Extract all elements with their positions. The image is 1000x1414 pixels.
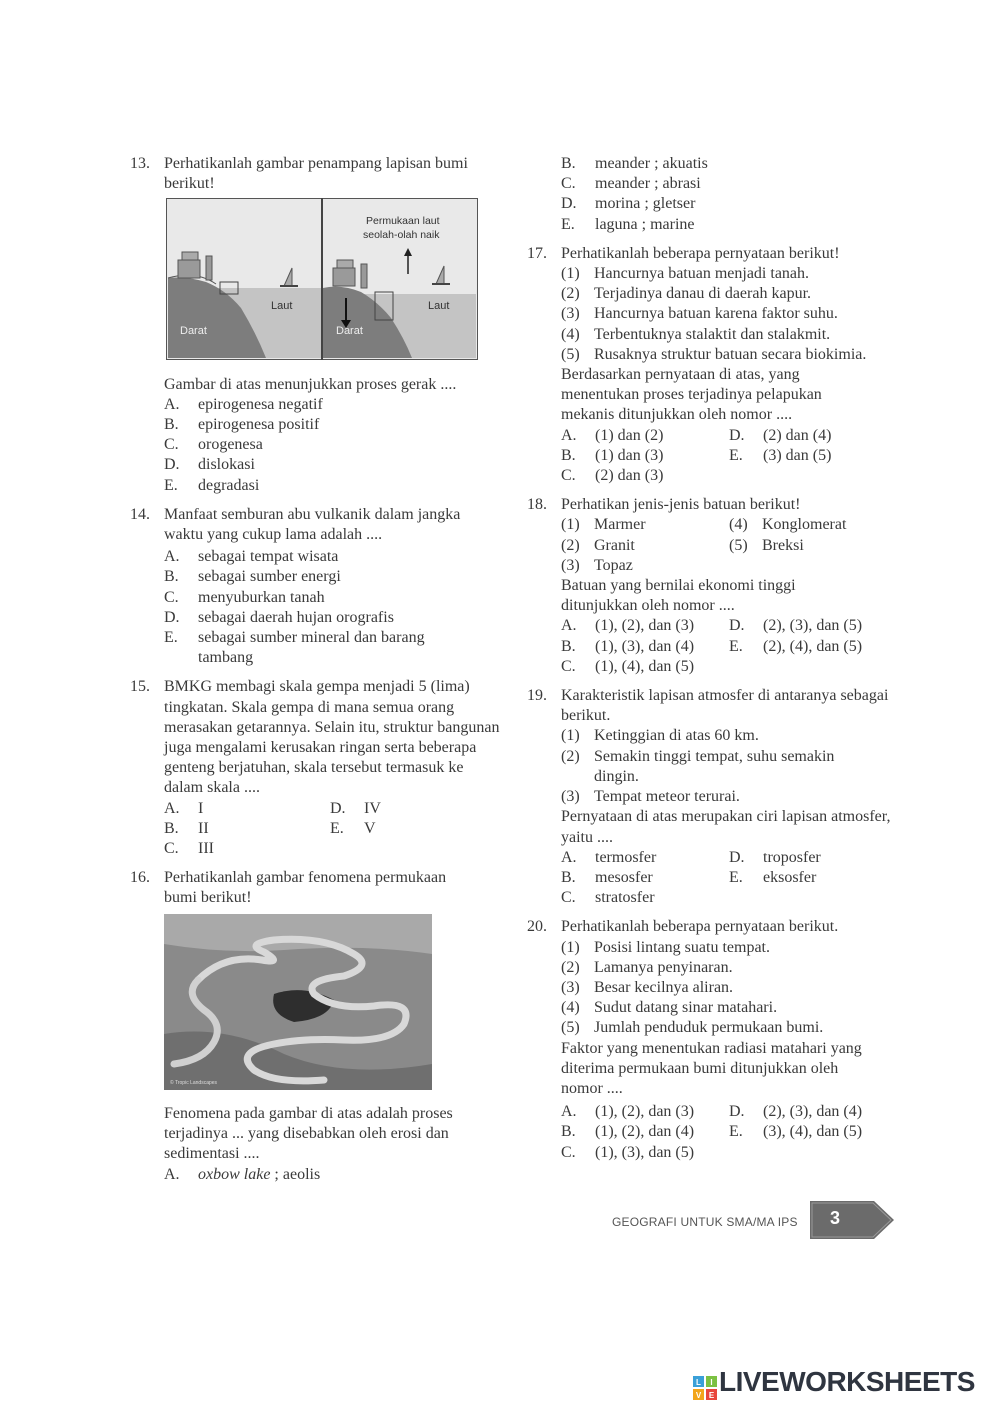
option-a[interactable]: A. oxbow lake ; aeolis xyxy=(164,1165,321,1183)
statement: (1) Ketinggian di atas 60 km. xyxy=(561,727,759,745)
option-c[interactable]: C. stratosfer xyxy=(561,889,655,907)
option-e[interactable]: E. (3) dan (5) xyxy=(729,446,832,464)
option-a[interactable]: A. I xyxy=(164,799,204,817)
option-d[interactable]: D. IV xyxy=(330,799,381,817)
statement: (5) Rusaknya struktur batuan secara biokimia. xyxy=(561,345,867,363)
option-a[interactable]: A. (1) dan (2) xyxy=(561,426,664,444)
option-d[interactable]: D. (2), (3), dan (4) xyxy=(729,1103,863,1121)
option-c[interactable]: C. (2) dan (3) xyxy=(561,467,664,485)
option-b[interactable]: B. (1), (3), dan (4) xyxy=(561,637,695,655)
option-b[interactable]: B. sebagai sumber energi xyxy=(164,568,341,586)
statement: (4) Terbentuknya stalaktit dan stalakmit. xyxy=(561,325,831,343)
option-c[interactable]: C. meander ; abrasi xyxy=(561,175,701,193)
svg-text:I: I xyxy=(710,1378,713,1387)
statement: (1) Hancurnya batuan menjadi tanah. xyxy=(561,265,810,283)
svg-text:L: L xyxy=(696,1378,701,1387)
option-b[interactable]: B. epirogenesa positif xyxy=(164,416,320,434)
statement: (2) Lamanya penyinaran. xyxy=(561,958,733,976)
question-text: Perhatikanlah gambar penampang lapisan bumi berikut! xyxy=(164,155,468,193)
right-column xyxy=(527,154,897,1172)
question-14 xyxy=(130,505,500,669)
question-number: 15. xyxy=(130,678,150,696)
question-16 xyxy=(130,868,500,1184)
option-a[interactable]: A. (1), (2), dan (3) xyxy=(561,1103,695,1121)
question-prompt: Gambar di atas menunjukkan proses gerak .... xyxy=(164,375,457,393)
option-a[interactable]: A. (1), (2), dan (3) xyxy=(561,617,695,635)
sea-label-right: Laut xyxy=(428,300,450,313)
option-b[interactable]: B. II xyxy=(164,819,209,837)
question-number: 19. xyxy=(527,687,547,705)
question-13 xyxy=(130,154,500,496)
question-16-continued xyxy=(527,154,897,235)
option-b[interactable]: B. mesosfer xyxy=(561,868,653,886)
book-title: GEOGRAFI UNTUK SMA/MA IPS xyxy=(612,1215,798,1229)
question-text: Perhatikanlah beberapa pernyataan berikut. xyxy=(561,918,839,936)
question-20 xyxy=(527,917,897,1162)
question-15 xyxy=(130,677,500,859)
option-d[interactable]: D. sebagai daerah hujan orografis xyxy=(164,608,394,626)
option-a[interactable]: A. sebagai tempat wisata xyxy=(164,548,339,566)
question-prompt: Berdasarkan pernyataan di atas, yang menentukan proses terjadinya pelapukan mekanis ditunjukkan oleh nomor .... xyxy=(561,366,822,424)
option-e[interactable]: E. laguna ; marine xyxy=(561,215,695,233)
option-a[interactable]: A. epirogenesa negatif xyxy=(164,395,323,413)
option-c[interactable]: C. (1), (3), dan (5) xyxy=(561,1143,695,1161)
option-c[interactable]: C. (1), (4), dan (5) xyxy=(561,657,695,675)
option-d[interactable]: D. (2), (3), dan (5) xyxy=(729,617,863,635)
option-e[interactable]: E. (2), (4), dan (5) xyxy=(729,637,863,655)
question-number: 20. xyxy=(527,918,547,936)
sea-rise-label-1: Permukaan laut xyxy=(366,215,440,228)
question-prompt: Batuan yang bernilai ekonomi tinggi ditunjukkan oleh nomor .... xyxy=(561,577,796,615)
land-label-right: Darat xyxy=(336,325,363,338)
question-text: Perhatikanlah gambar fenomena permukaan bumi berikut! xyxy=(164,869,447,907)
question-number: 18. xyxy=(527,496,547,514)
question-text: Perhatikan jenis-jenis batuan berikut! xyxy=(561,496,801,514)
option-c[interactable]: C. orogenesa xyxy=(164,436,263,454)
option-e[interactable]: E. sebagai sumber mineral dan barang tambang xyxy=(164,629,425,667)
option-b[interactable]: B. (1) dan (3) xyxy=(561,446,664,464)
question-text: Perhatikanlah beberapa pernyataan berikut! xyxy=(561,244,840,262)
land-label-left: Darat xyxy=(180,325,207,338)
question-text: Manfaat semburan abu vulkanik dalam jangka waktu yang cukup lama adalah .... xyxy=(164,505,461,544)
question-19 xyxy=(527,686,897,908)
option-e[interactable]: E. degradasi xyxy=(164,476,260,494)
question-18 xyxy=(527,495,897,677)
option-b[interactable]: B. (1), (2), dan (4) xyxy=(561,1123,695,1141)
statement: (2) Terjadinya danau di daerah kapur. xyxy=(561,285,812,303)
question-prompt: Faktor yang menentukan radiasi matahari yang diterima permukaan bumi ditunjukkan oleh nomor .... xyxy=(561,1039,862,1097)
question-prompt: Pernyataan di atas merupakan ciri lapisan atmosfer, yaitu .... xyxy=(561,808,891,846)
sea-rise-label-2: seolah-olah naik xyxy=(363,229,440,242)
statement: (3) Topaz xyxy=(561,556,633,574)
photo-credit: © Tropic Landscapes xyxy=(170,1079,218,1086)
question-17 xyxy=(527,244,897,486)
option-d[interactable]: D. dislokasi xyxy=(164,456,255,474)
liveworksheets-brand[interactable]: LIVEWORKSHEETS xyxy=(719,1366,975,1397)
option-d[interactable]: D. troposfer xyxy=(729,848,821,866)
page-number: 3 xyxy=(829,1208,840,1228)
statement: (3) Tempat meteor terurai. xyxy=(561,788,740,806)
statement: (5) Jumlah penduduk permukaan bumi. xyxy=(561,1019,824,1037)
statement: (4) Konglomerat xyxy=(729,516,847,534)
question-text: BMKG membagi skala gempa menjadi 5 (lima) tingkatan. Skala gempa di mana semua orang merasakan getarannya. Selain itu, struktur bangunan juga mengalami kerusakan ringan serta beberapa genteng berjatuhan, skala tersebut termasuk ke dalam skala .... xyxy=(164,678,500,797)
statement: (5) Breksi xyxy=(729,536,804,554)
option-b[interactable]: B. meander ; akuatis xyxy=(561,155,708,172)
meander-river-photo xyxy=(164,914,432,1090)
question-number: 14. xyxy=(130,505,150,523)
option-a[interactable]: A. termosfer xyxy=(561,848,657,866)
statement: (1) Posisi lintang suatu tempat. xyxy=(561,938,770,956)
question-prompt: Fenomena pada gambar di atas adalah proses terjadinya ... yang disebabkan oleh erosi dan sedimentasi .... xyxy=(164,1104,453,1163)
sea-label-left: Laut xyxy=(271,300,293,313)
option-e[interactable]: E. (3), (4), dan (5) xyxy=(729,1123,863,1141)
statement: (2) Granit xyxy=(561,536,635,554)
liveworksheets-logo-icon xyxy=(693,1376,717,1400)
question-number: 16. xyxy=(130,869,150,887)
statement: (2) Semakin tinggi tempat, suhu semakin dingin. xyxy=(561,747,835,785)
option-e[interactable]: E. V xyxy=(330,819,376,837)
question-number: 13. xyxy=(130,155,150,172)
left-column xyxy=(130,154,500,1194)
option-e[interactable]: E. eksosfer xyxy=(729,868,817,886)
question-number: 17. xyxy=(527,244,547,262)
statement: (4) Sudut datang sinar matahari. xyxy=(561,999,778,1017)
option-c[interactable]: C. menyuburkan tanah xyxy=(164,588,325,606)
statement: (1) Marmer xyxy=(561,516,646,534)
statement: (3) Hancurnya batuan karena faktor suhu. xyxy=(561,305,838,323)
svg-text:E: E xyxy=(708,1391,715,1400)
option-c[interactable]: C. III xyxy=(164,840,214,858)
statement: (3) Besar kecilnya aliran. xyxy=(561,978,734,996)
question-text: Karakteristik lapisan atmosfer di antaranya sebagai berikut. xyxy=(561,687,889,725)
option-d[interactable]: D. (2) dan (4) xyxy=(729,426,832,444)
crust-cross-section-figure xyxy=(166,198,478,360)
option-d[interactable]: D. morina ; gletser xyxy=(561,195,696,213)
svg-text:V: V xyxy=(695,1391,702,1400)
